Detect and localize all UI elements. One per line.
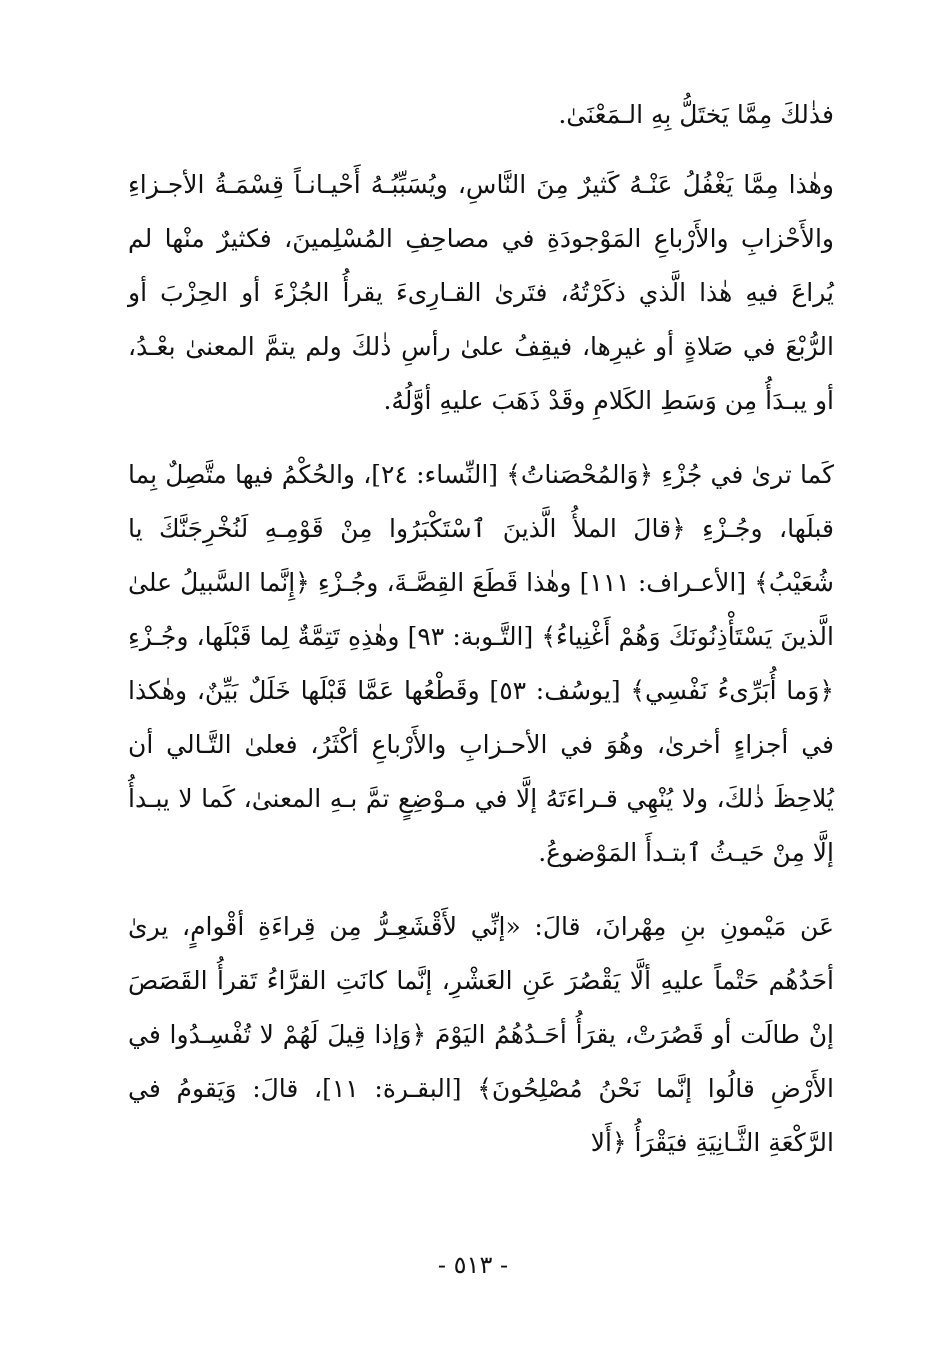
paragraph-4: عَن مَيْمونِ بنِ مِهْرانَ، قالَ: «إنِّي لأَقْشَعِـرُّ مِن قِراءَةِ أقْوامٍ، يرىٰ أحَدُهُم حَتْماً عليهِ ألَّا يَقْصُرَ عَنِ العَشْرِ، إنَّما كانَتِ القرَّاءُ تَقرأُ القَصَصَ إنْ طالَت أو قَصُرَتْ، يقرَأُ أحَـدُهُمُ اليَوْمَ ﴿وَإذا قِيلَ لَهُمْ لا تُفْسِـدُوا في الأَرْضِ قالُوا إنَّما نَحْنُ مُصْلِحُونَ﴾ [البقـرة: ١١]، قالَ: وَيَقومُ في الرَّكْعَةِ الثَّـانِيَةِ فيَقْرَأُ ﴿أَلا xyxy=(128,912,834,1157)
paragraph-3: كَما ترىٰ في جُزْءِ ﴿وَالمُحْصَناتُ﴾ [النِّساء: ٢٤]، والحُكْمُ فيها متَّصِلٌ بِما قبلَها، وجُـزْءِ ﴿قالَ الملأُ الَّذينَ ٱسْتَكْبَرُوا مِنْ قَوْمِـهِ لَنُخْرِجَنَّكَ يا شُعَيْبُ﴾ [الأعـراف: ١١١] وهٰذا قَطَعَ القِصَّـةَ، وجُـزْءِ ﴿إِنَّما السَّبيلُ علىٰ الَّذينَ يَسْتَأْذِنُونَكَ وَهُمْ أَغْنِياءُ﴾ [التَّـوبة: ٩٣] وهٰذِهِ تَتِمَّةٌ لِما قَبْلَها، وجُـزْءِ ﴿وَما أُبَرِّىءُ نَفْسِي﴾ [يوسُف: ٥٣] وقَطْعُها عَمَّا قَبْلَها خَلَلٌ بَيِّنٌ، وهٰكذا في أجزاءٍ أخرىٰ، وهُوَ في الأحـزابِ والأَرْباعِ أكْثَرُ، فعلىٰ التَّـالي أن يُلاحِظَ ذٰلكَ، ولا يُنْهِي قـراءَتَهُ إلَّا في مـوْضِعٍ تمَّ بـهِ المعنىٰ، كَما لا يبـدأُ إلَّا مِنْ حَيـثُ ٱبتـدأَ المَوْضوعُ. xyxy=(128,460,834,867)
page-number: - ٥١٣ - xyxy=(437,1251,509,1279)
paragraph-1: فذٰلكَ مِمَّا يَختَلُّ بِهِ الـمَعْنَىٰ. xyxy=(558,100,834,129)
page-body xyxy=(128,88,834,1170)
paragraph-2: وهٰذا مِمَّا يَغْفُلُ عَنْـهُ كَثيرٌ مِنَ النَّاسِ، ويُسَبِّبُـهُ أَحْيـانـاً قِسْمَـةُ الأجـزاءِ والأَحْزابِ والأَرْباعِ المَوْجودَةِ في مصاحِفِ المُسْلِمينَ، فكثيرٌ منْها لم يُراعَ فيهِ هٰذا الَّذي ذكَرْتُهُ، فتَرىٰ القـارِىءَ يقرأُ الجُزْءَ أو الحِزْبَ أو الرُّبْعَ في صَلاةٍ أو غيرِها، فيقِفُ علىٰ رأسِ ذٰلكَ ولم يتمَّ المعنىٰ بعْـدُ، أو يبـدَأُ مِن وَسَطِ الكَلامِ وقَدْ ذَهَبَ عليهِ أوَّلُهُ. xyxy=(128,170,834,415)
